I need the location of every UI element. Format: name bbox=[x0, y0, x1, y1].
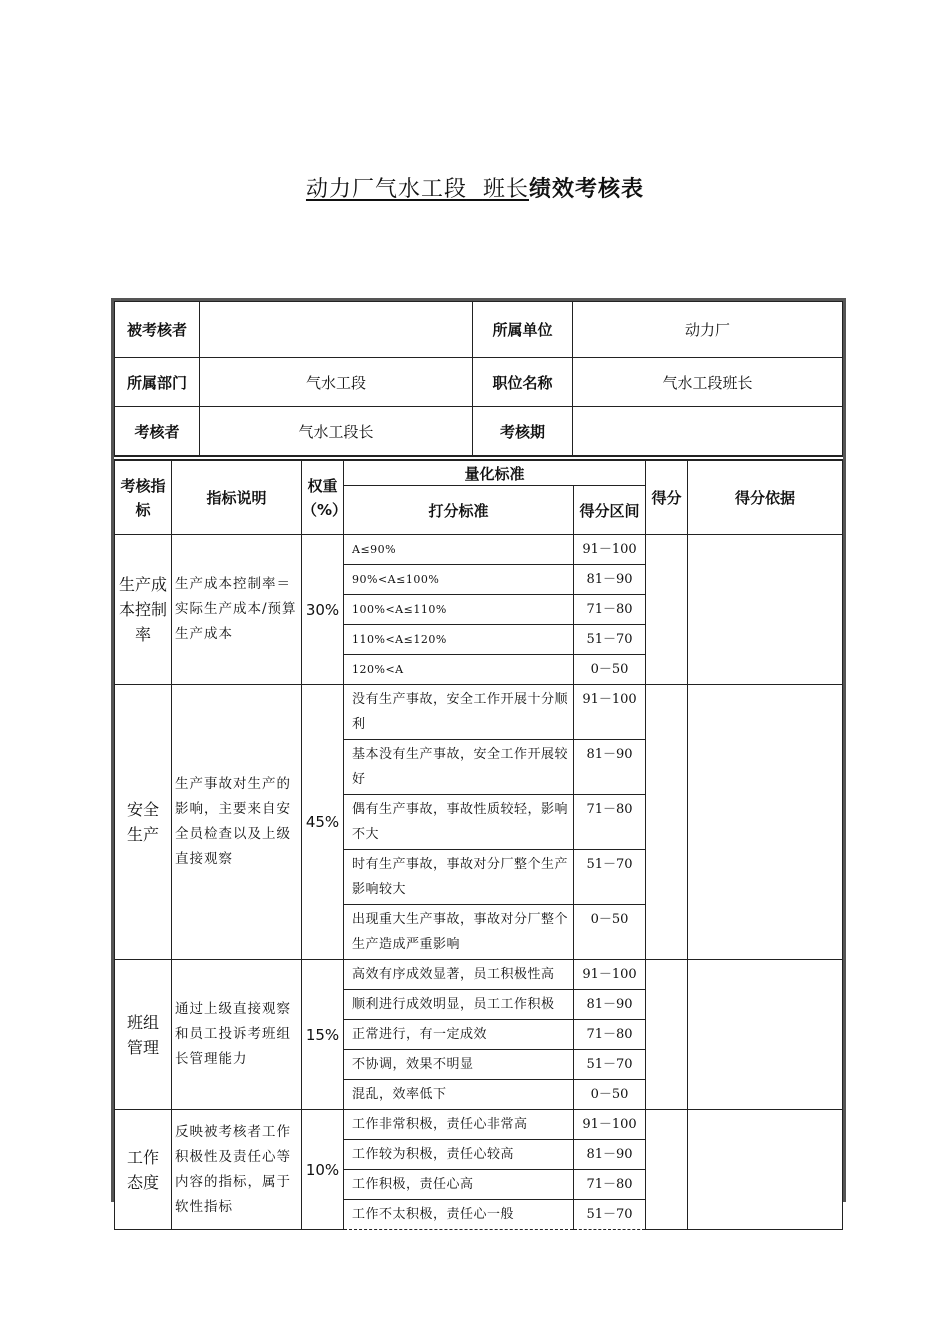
criterion-text: 工作非常积极，责任心非常高 bbox=[344, 1110, 574, 1140]
header-score: 得分 bbox=[646, 461, 688, 535]
reviewer-value[interactable]: 气水工段长 bbox=[200, 407, 473, 456]
criterion-text: 工作不太积极，责任心一般 bbox=[344, 1200, 574, 1230]
title-position: 班长 bbox=[482, 177, 529, 202]
reviewer-label: 考核者 bbox=[115, 407, 200, 456]
period-label: 考核期 bbox=[473, 407, 573, 456]
score-cell[interactable] bbox=[646, 1110, 688, 1230]
indicator-weight: 15% bbox=[302, 960, 344, 1110]
period-value[interactable] bbox=[573, 407, 843, 456]
criterion-range: 51－70 bbox=[574, 1200, 646, 1230]
dept-value[interactable]: 气水工段 bbox=[200, 358, 473, 407]
header-indicator: 考核指标 bbox=[115, 461, 172, 535]
dept-label: 所属部门 bbox=[115, 358, 200, 407]
criterion-range: 71－80 bbox=[574, 1020, 646, 1050]
indicator-description: 通过上级直接观察和员工投诉考班组长管理能力 bbox=[172, 960, 302, 1110]
criterion-range: 0－50 bbox=[574, 1080, 646, 1110]
criterion-range: 91－100 bbox=[574, 535, 646, 565]
criterion-range: 71－80 bbox=[574, 1170, 646, 1200]
reviewee-label: 被考核者 bbox=[115, 302, 200, 358]
criterion-text: 偶有生产事故，事故性质较轻，影响不大 bbox=[344, 795, 574, 850]
page-title bbox=[0, 172, 950, 203]
criterion-text: 高效有序成效显著，员工积极性高 bbox=[344, 960, 574, 990]
indicator-name: 工作态度 bbox=[115, 1110, 172, 1230]
title-unit: 动力厂气水工段 bbox=[305, 177, 467, 202]
criterion-range: 51－70 bbox=[574, 850, 646, 905]
criterion-text: 出现重大生产事故，事故对分厂整个生产造成严重影响 bbox=[344, 905, 574, 960]
indicator-name: 生产成本控制率 bbox=[115, 535, 172, 685]
indicator-description: 反映被考核者工作积极性及责任心等内容的指标，属于软性指标 bbox=[172, 1110, 302, 1230]
basis-cell[interactable] bbox=[688, 960, 843, 1110]
criterion-text: 混乱，效率低下 bbox=[344, 1080, 574, 1110]
basis-cell[interactable] bbox=[688, 535, 843, 685]
criterion-text: 90%<A≤100% bbox=[344, 565, 574, 595]
criterion-range: 81－90 bbox=[574, 565, 646, 595]
indicator-weight: 10% bbox=[302, 1110, 344, 1230]
criterion-range: 81－90 bbox=[574, 1140, 646, 1170]
header-scoring: 打分标准 bbox=[344, 486, 574, 535]
indicator-description: 生产事故对生产的影响，主要来自安全员检查以及上级直接观察 bbox=[172, 685, 302, 960]
score-cell[interactable] bbox=[646, 960, 688, 1110]
header-description: 指标说明 bbox=[172, 461, 302, 535]
criterion-text: 正常进行，有一定成效 bbox=[344, 1020, 574, 1050]
criterion-range: 0－50 bbox=[574, 655, 646, 685]
criterion-text: 120%<A bbox=[344, 655, 574, 685]
title-form: 绩效考核表 bbox=[529, 176, 645, 202]
indicator-table bbox=[114, 460, 843, 1230]
info-table bbox=[114, 301, 843, 456]
criterion-range: 91－100 bbox=[574, 960, 646, 990]
indicator-name: 安全生产 bbox=[115, 685, 172, 960]
criterion-range: 71－80 bbox=[574, 595, 646, 625]
header-weight: 权重（%） bbox=[302, 461, 344, 535]
header-basis: 得分依据 bbox=[688, 461, 843, 535]
title-gap bbox=[467, 177, 483, 202]
position-value[interactable]: 气水工段班长 bbox=[573, 358, 843, 407]
criterion-range: 91－100 bbox=[574, 685, 646, 740]
header-range: 得分区间 bbox=[574, 486, 646, 535]
unit-label: 所属单位 bbox=[473, 302, 573, 358]
position-label: 职位名称 bbox=[473, 358, 573, 407]
criterion-text: 没有生产事故，安全工作开展十分顺利 bbox=[344, 685, 574, 740]
criterion-range: 51－70 bbox=[574, 1050, 646, 1080]
indicator-weight: 45% bbox=[302, 685, 344, 960]
unit-value[interactable]: 动力厂 bbox=[573, 302, 843, 358]
score-cell[interactable] bbox=[646, 685, 688, 960]
reviewee-value[interactable] bbox=[200, 302, 473, 358]
criterion-range: 91－100 bbox=[574, 1110, 646, 1140]
header-quant: 量化标准 bbox=[344, 461, 646, 486]
criterion-range: 71－80 bbox=[574, 795, 646, 850]
basis-cell[interactable] bbox=[688, 685, 843, 960]
indicator-name: 班组管理 bbox=[115, 960, 172, 1110]
criterion-text: 顺利进行成效明显，员工工作积极 bbox=[344, 990, 574, 1020]
criterion-text: 工作积极，责任心高 bbox=[344, 1170, 574, 1200]
criterion-text: 工作较为积极，责任心较高 bbox=[344, 1140, 574, 1170]
criterion-text: 100%<A≤110% bbox=[344, 595, 574, 625]
assessment-table bbox=[111, 298, 846, 1222]
indicator-description: 生产成本控制率＝实际生产成本/预算生产成本 bbox=[172, 535, 302, 685]
criterion-range: 51－70 bbox=[574, 625, 646, 655]
criterion-text: A≤90% bbox=[344, 535, 574, 565]
criterion-text: 时有生产事故，事故对分厂整个生产影响较大 bbox=[344, 850, 574, 905]
criterion-range: 81－90 bbox=[574, 740, 646, 795]
indicator-weight: 30% bbox=[302, 535, 344, 685]
criterion-text: 110%<A≤120% bbox=[344, 625, 574, 655]
criterion-text: 基本没有生产事故，安全工作开展较好 bbox=[344, 740, 574, 795]
basis-cell[interactable] bbox=[688, 1110, 843, 1230]
criterion-range: 0－50 bbox=[574, 905, 646, 960]
criterion-range: 81－90 bbox=[574, 990, 646, 1020]
score-cell[interactable] bbox=[646, 535, 688, 685]
criterion-text: 不协调，效果不明显 bbox=[344, 1050, 574, 1080]
